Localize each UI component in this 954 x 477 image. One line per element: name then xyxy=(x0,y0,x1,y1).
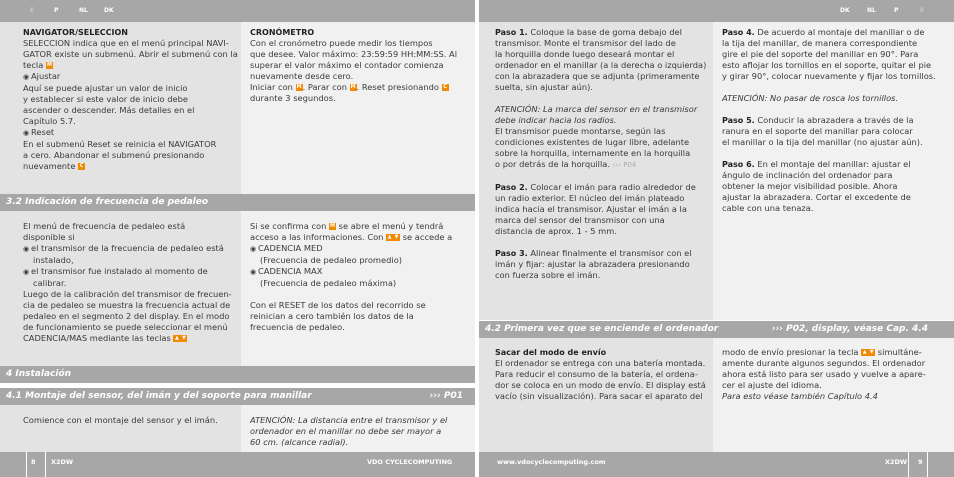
down-key-icon: ▼ xyxy=(182,335,186,341)
m-key-icon: M xyxy=(350,84,356,90)
lang-nl-r: NL xyxy=(867,7,876,14)
m-key-icon: M xyxy=(296,84,302,90)
lang-nl: NL xyxy=(79,7,88,14)
sec42-col1: Sacar del modo de envío El ordenador se entrega con una batería montada. Para reducir el consumo de la batería, el ordena- dor se coloca en un modo de envío. El display está vacío (sin visualización). Para sacar el aparato del xyxy=(495,348,706,401)
down-key-icon: ▼ xyxy=(869,349,874,355)
up-key-icon: ▲ xyxy=(862,349,867,355)
lang-dk: DK xyxy=(104,7,114,14)
lang-dk-r: DK xyxy=(840,7,850,14)
navigator-title: NAVIGATOR/SELECCION xyxy=(23,28,128,37)
lang-p: P xyxy=(54,7,59,14)
crono-title: CRONÓMETRO xyxy=(250,28,315,37)
bullet-icon: ◉ xyxy=(250,268,257,276)
up-key-icon: ▲ xyxy=(175,335,179,341)
pasos-col2: Paso 4. De acuerdo al montaje del manillar o de la tija del manillar, de manera correspondiente gire el pie del soporte del manillar en 90°. Para esto aflojar los tornillos en el soporte, quitar el pie y girar 90°, colocar nuevamente y fijar los tornillos. ATENCIÓN: No pasar de rosca los tornillos. Paso 5. Conducir la abrazadera a través de la ranura en el soporte del manillar para colocar el manillar o la tija del manillar (no ajustar aún). Paso 6. En el montaje del manillar: ajustar el ángulo de inclinación del ordenador para obtener la mejor visibilidad posible. Ahora ajustar la abrazadera. Cortar el excedente de cable con una tenaza. xyxy=(722,27,936,213)
footer-divider xyxy=(927,452,928,477)
footer-divider xyxy=(26,452,27,477)
crono-block: CRONÓMETRO Con el cronómetro puede medir los tiempos que desee. Valor máximo: 23:59:59 HH:MM:SS. Al superar el valor máximo el contador comienza nuevamente desde cero. Iniciar con M. Parar con M. Reset presionando C durante 3 segundos. xyxy=(250,27,470,104)
panel-41-left xyxy=(0,405,241,452)
m-key-icon: M xyxy=(46,62,52,68)
lang-e: E xyxy=(30,7,35,14)
sec41-col1: Comience con el montaje del sensor y el imán. xyxy=(23,415,218,425)
m-key-icon: M xyxy=(330,223,335,229)
footer-divider xyxy=(908,452,909,477)
bullet-icon: ◉ xyxy=(23,245,30,253)
bullet-icon: ◉ xyxy=(250,245,257,253)
section-4-1-header: 4.1 Montaje del sensor, del imán y del soporte para manillar ››› P01 xyxy=(0,388,475,405)
sec42-col2: modo de envío presionar la tecla ▲ ▼ simultáne- amente durante algunos segundos. El ordenador ahora está listo para ser usado y vuelve a apare- cer el ajuste del idioma. Para esto véase también Capítulo 4.4 xyxy=(722,347,926,401)
bullet-icon: ◉ xyxy=(23,73,30,81)
ref-p01: ››› P01 xyxy=(429,391,463,401)
navigator-block: NAVIGATOR/SELECCION SELECCION indica que en el menú principal NAVI- GATOR existe un submenú. Abrir el submenú con la tecla M ◉ Ajustar Aquí se puede ajustar un valor de inicio y establecer si este valor de inicio debe ascender o descender. Más detalles en el Capítulo 5.7. ◉ Reset En el submenú Reset se reinicia el NAVIGATOR a cero. Abandonar el submenú presionando nuevamente C xyxy=(23,28,238,171)
bullet-icon: ◉ xyxy=(23,129,30,137)
model-right: X2DW xyxy=(885,458,908,466)
sec32-col1: El menú de frecuencia de pedaleo está disponible si ◉ el transmisor de la frecuencia de pedaleo está instalado, ◉ el transmisor fue instalado al momento de calibrar. Luego de la calibración del transmisor de frecuen- cia de pedaleo se muestra la frecuencia actual de pedaleo en el segmento 2 del display. En el modo de funcionamiento se puede seleccionar el menú CADENCIA/MAS mediante las teclas ▲ ▼ xyxy=(23,221,232,343)
lang-p-r: P xyxy=(894,7,899,14)
section-4-2-header: 4.2 Primera vez que se enciende el ordenador ››› P02, display, véase Cap. 4.4 xyxy=(479,321,954,338)
top-bar-left xyxy=(0,0,475,22)
bullet-icon: ◉ xyxy=(23,268,30,276)
ref-p04: ››› P04 xyxy=(612,161,637,169)
down-key-icon: ▼ xyxy=(394,234,399,240)
lang-e-r: E xyxy=(920,7,925,14)
section-3-2-header: 3.2 Indicación de frecuencia de pedaleo xyxy=(0,194,475,211)
pasos-col1: Paso 1. Coloque la base de goma debajo del transmisor. Monte el transmisor del lado de la horquilla donde luego deseará montar el ordenador en el manillar (a la derecha o izquierda) con la abrazadera que se adjunta (primeramente suelta, sin ajustar aún). ATENCIÓN: La marca del sensor en el transmisor debe indicar hacia los radios. El transmisor puede montarse, según las condiciones existentes de lugar libre, adelante sobre la horquilla, internamente en la horquilla o por detrás de la horquilla. ››› P04 Paso 2. Colocar el imán para radio alrededor de un radio exterior. El núcleo del imán plateado indica hacia el transmisor. Ajustar el imán a la marca del sensor del transmisor con una distancia de aprox. 1 - 5 mm. Paso 3. Alinear finalmente el transmisor con el imán y fijar: ajustar la abrazadera presionando con fuerza sobre el imán. xyxy=(495,27,707,280)
page-number-left: 8 xyxy=(31,458,36,466)
up-key-icon: ▲ xyxy=(387,234,392,240)
brand-url[interactable]: www.vdocyclecomputing.com xyxy=(497,458,606,466)
sec41-col2: ATENCIÓN: La distancia entre el transmisor y el ordenador en el manillar no debe ser mayor a 60 cm. (alcance radial). xyxy=(250,415,448,447)
page-number-right: 9 xyxy=(918,458,923,466)
top-bar-right xyxy=(479,0,954,22)
footer-divider xyxy=(45,452,46,477)
sec32-col2: Si se confirma con M se abre el menú y tendrá acceso a las informaciones. Con ▲ ▼ se accede a ◉ CADENCIA MED (Frecuencia de pedaleo promedio) ◉ CADENCIA MAX (Frecuencia de pedaleo máxima) Con el RESET de los datos del recorrido se reinician a cero también los datos de la frecuencia de pedaleo. xyxy=(250,221,453,332)
c-key-icon: C xyxy=(79,163,84,169)
brand-name: VDO CYCLECOMPUTING xyxy=(367,458,453,466)
section-4-header: 4 Instalación xyxy=(0,366,475,383)
c-key-icon: C xyxy=(443,84,447,90)
model-left: X2DW xyxy=(51,458,74,466)
ref-p02: ››› P02, display, véase Cap. 4.4 xyxy=(771,324,928,334)
